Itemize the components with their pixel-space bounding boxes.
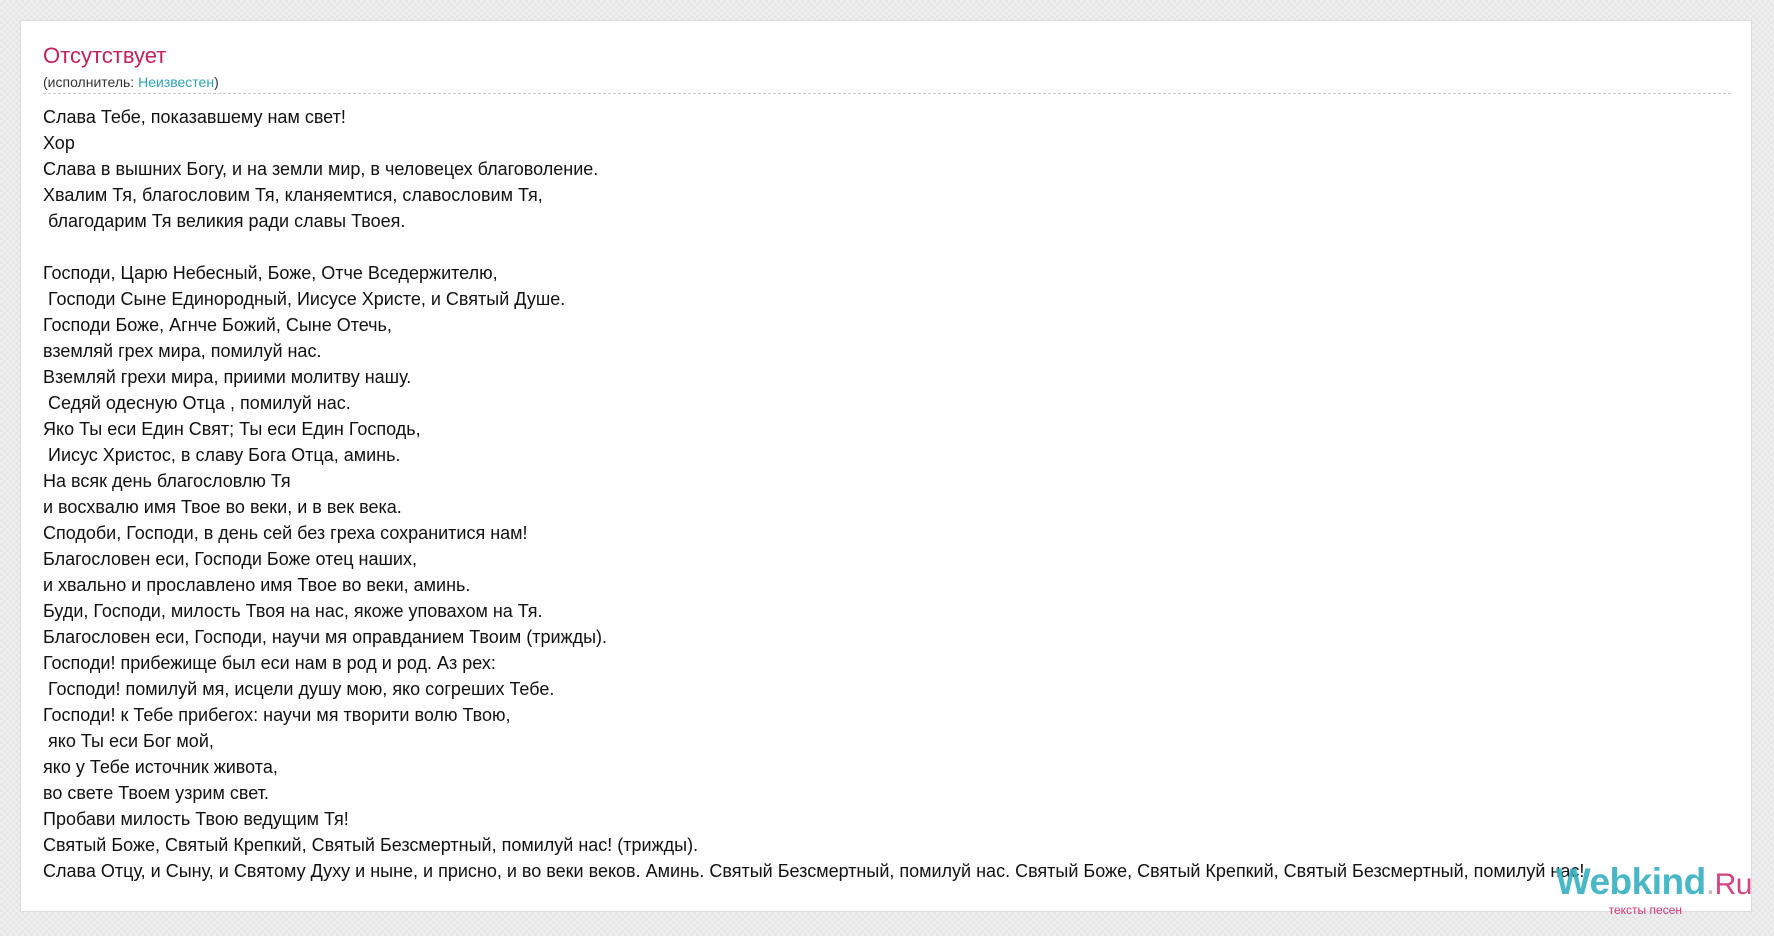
lyric-line: Седяй одесную Отца , помилуй нас.: [43, 393, 351, 413]
logo-tagline: тексты песен: [1608, 903, 1682, 917]
lyric-line: яко у Тебе источник живота,: [43, 757, 278, 777]
lyric-line: Сподоби, Господи, в день сей без греха сохранитися нам!: [43, 523, 528, 543]
lyric-line: Буди, Господи, милость Твоя на нас, якоже уповахом на Тя.: [43, 601, 543, 621]
lyric-line: Святый Боже, Святый Крепкий, Святый Безсмертный, помилуй нас! (трижды).: [43, 835, 699, 855]
lyric-line: Господи Сыне Единородный, Иисусе Христе, и Святый Душе.: [43, 289, 566, 309]
artist-link[interactable]: Неизвестен: [138, 74, 215, 90]
lyric-line: Господи, Царю Небесный, Боже, Отче Вседержителю,: [43, 263, 498, 283]
logo-dot: .: [1705, 864, 1715, 902]
lyric-line: яко Ты еси Бог мой,: [43, 731, 214, 751]
lyrics-text: [43, 104, 1752, 884]
song-title: Отсутствует: [43, 43, 167, 68]
lyric-line: Благословен еси, Господи, научи мя оправданием Твоим (трижды).: [43, 627, 608, 647]
logo-wordmark: [1556, 863, 1752, 904]
lyric-line: Яко Ты еси Един Свят; Ты еси Един Господь,: [43, 419, 421, 439]
lyric-line: и восхвалю имя Твое во веки, и в век века.: [43, 497, 402, 517]
lyric-line: Слава Тебе, показавшему нам свет!: [43, 107, 346, 127]
lyric-line: Хвалим Тя, благословим Тя, кланяемтися, славословим Тя,: [43, 185, 543, 205]
lyric-line: Господи! помилуй мя, исцели душу мою, яко согреших Тебе.: [43, 679, 555, 699]
lyric-line: и хвально и прославлено имя Твое во веки, аминь.: [43, 575, 471, 595]
artist-line: [43, 74, 219, 90]
lyric-line: Господи! прибежище был еси нам в род и род. Аз рех:: [43, 653, 496, 673]
lyric-line: [43, 234, 1752, 260]
lyric-line: Пробави милость Твою ведущим Тя!: [43, 809, 349, 829]
logo-tld: Ru: [1714, 868, 1752, 901]
lyric-line: Вземляй грехи мира, приими молитву нашу.: [43, 367, 412, 387]
webkind-logo[interactable]: [1556, 863, 1752, 916]
dashed-divider: [43, 93, 1731, 94]
lyric-line: Слава в вышних Богу, и на земли мир, в человецех благоволение.: [43, 159, 599, 179]
lyric-line: вземляй грех мира, помилуй нас.: [43, 341, 322, 361]
lyric-line: Благословен еси, Господи Боже отец наших,: [43, 549, 417, 569]
lyric-line: На всяк день благословлю Тя: [43, 471, 291, 491]
lyric-line: Господи Боже, Агнче Божий, Сыне Отечь,: [43, 315, 392, 335]
lyrics-card: [20, 20, 1752, 912]
lyric-line: Хор: [43, 133, 75, 153]
lyric-line: Слава Отцу, и Сыну, и Святому Духу и ныне, и присно, и во веки веков. Аминь. Святый Безсмертный, помилуй нас. Святый Боже, Святый Крепкий, Святый Безсмертный, помилуй нас!: [43, 861, 1585, 881]
artist-suffix: ): [214, 74, 219, 90]
lyric-line: благодарим Тя великия ради славы Твоея.: [43, 211, 406, 231]
lyric-line: Господи! к Тебе прибегох: научи мя творити волю Твою,: [43, 705, 511, 725]
lyric-line: во свете Твоем узрим свет.: [43, 783, 269, 803]
logo-brand: Webkind: [1555, 861, 1706, 902]
artist-prefix: (исполнитель:: [43, 74, 139, 90]
lyric-line: Иисус Христос, в славу Бога Отца, аминь.: [43, 445, 401, 465]
